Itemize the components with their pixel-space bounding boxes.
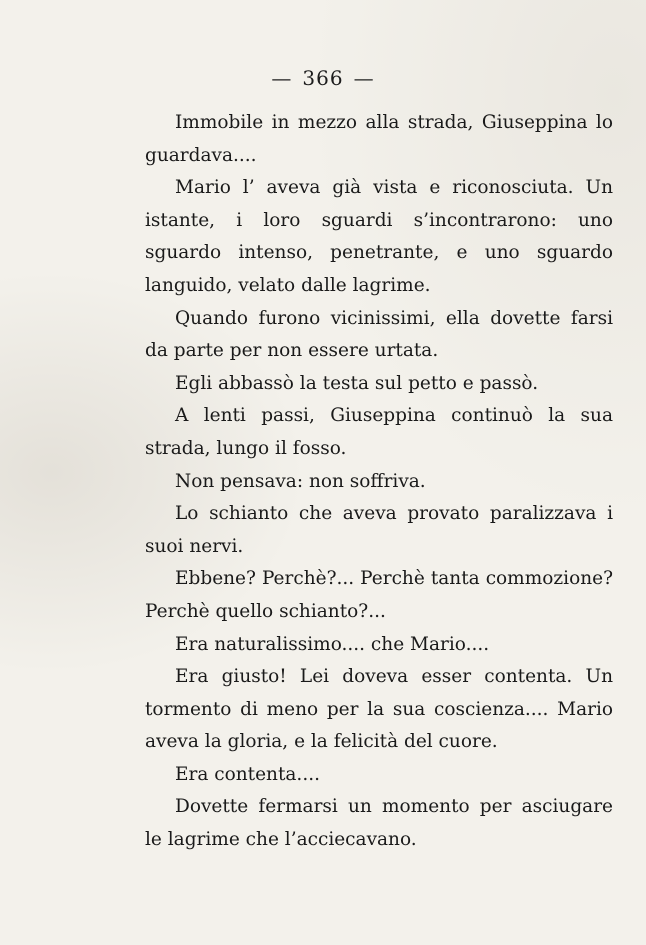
paragraph: Dovette fermarsi un momento per asciugare le lagrime che l’acciecavano. — [145, 796, 613, 851]
paragraph: Mario l’ aveva già vista e riconosciuta. Un istante, i loro sguardi s’incontrarono: uno sguardo intenso, penetrante, e uno sguardo languido, velato dalle lagrime. — [145, 177, 613, 296]
paragraph: Egli abbassò la testa sul petto e passò. — [175, 372, 539, 394]
paragraph: Quando furono vicinissimi, ella dovette farsi da parte per non essere urtata. — [145, 307, 613, 362]
header-dash-left: — — [271, 66, 293, 90]
paragraph: Ebbene? Perchè?... Perchè tanta commozione? Perchè quello schianto?... — [145, 568, 613, 622]
paragraph: A lenti passi, Giuseppina continuò la sua strada, lungo il fosso. — [145, 405, 613, 459]
paragraph: Immobile in mezzo alla strada, Giuseppina lo guardava.... — [145, 112, 613, 166]
page-number: 366 — [302, 66, 344, 90]
header-dash-right: — — [353, 66, 375, 90]
paragraph: Era contenta.... — [175, 763, 320, 785]
paragraph: Lo schianto che aveva provato paralizzava i suoi nervi. — [145, 503, 613, 557]
paragraph: Era naturalissimo.... che Mario.... — [175, 633, 490, 655]
paragraph: Era giusto! Lei doveva esser contenta. Un tormento di meno per la sua coscienza.... Mario aveva la gloria, e la felicità del cuore. — [145, 666, 613, 753]
page-header — [0, 66, 646, 90]
body-text — [145, 107, 613, 857]
paragraph: Non pensava: non soffriva. — [175, 470, 426, 492]
